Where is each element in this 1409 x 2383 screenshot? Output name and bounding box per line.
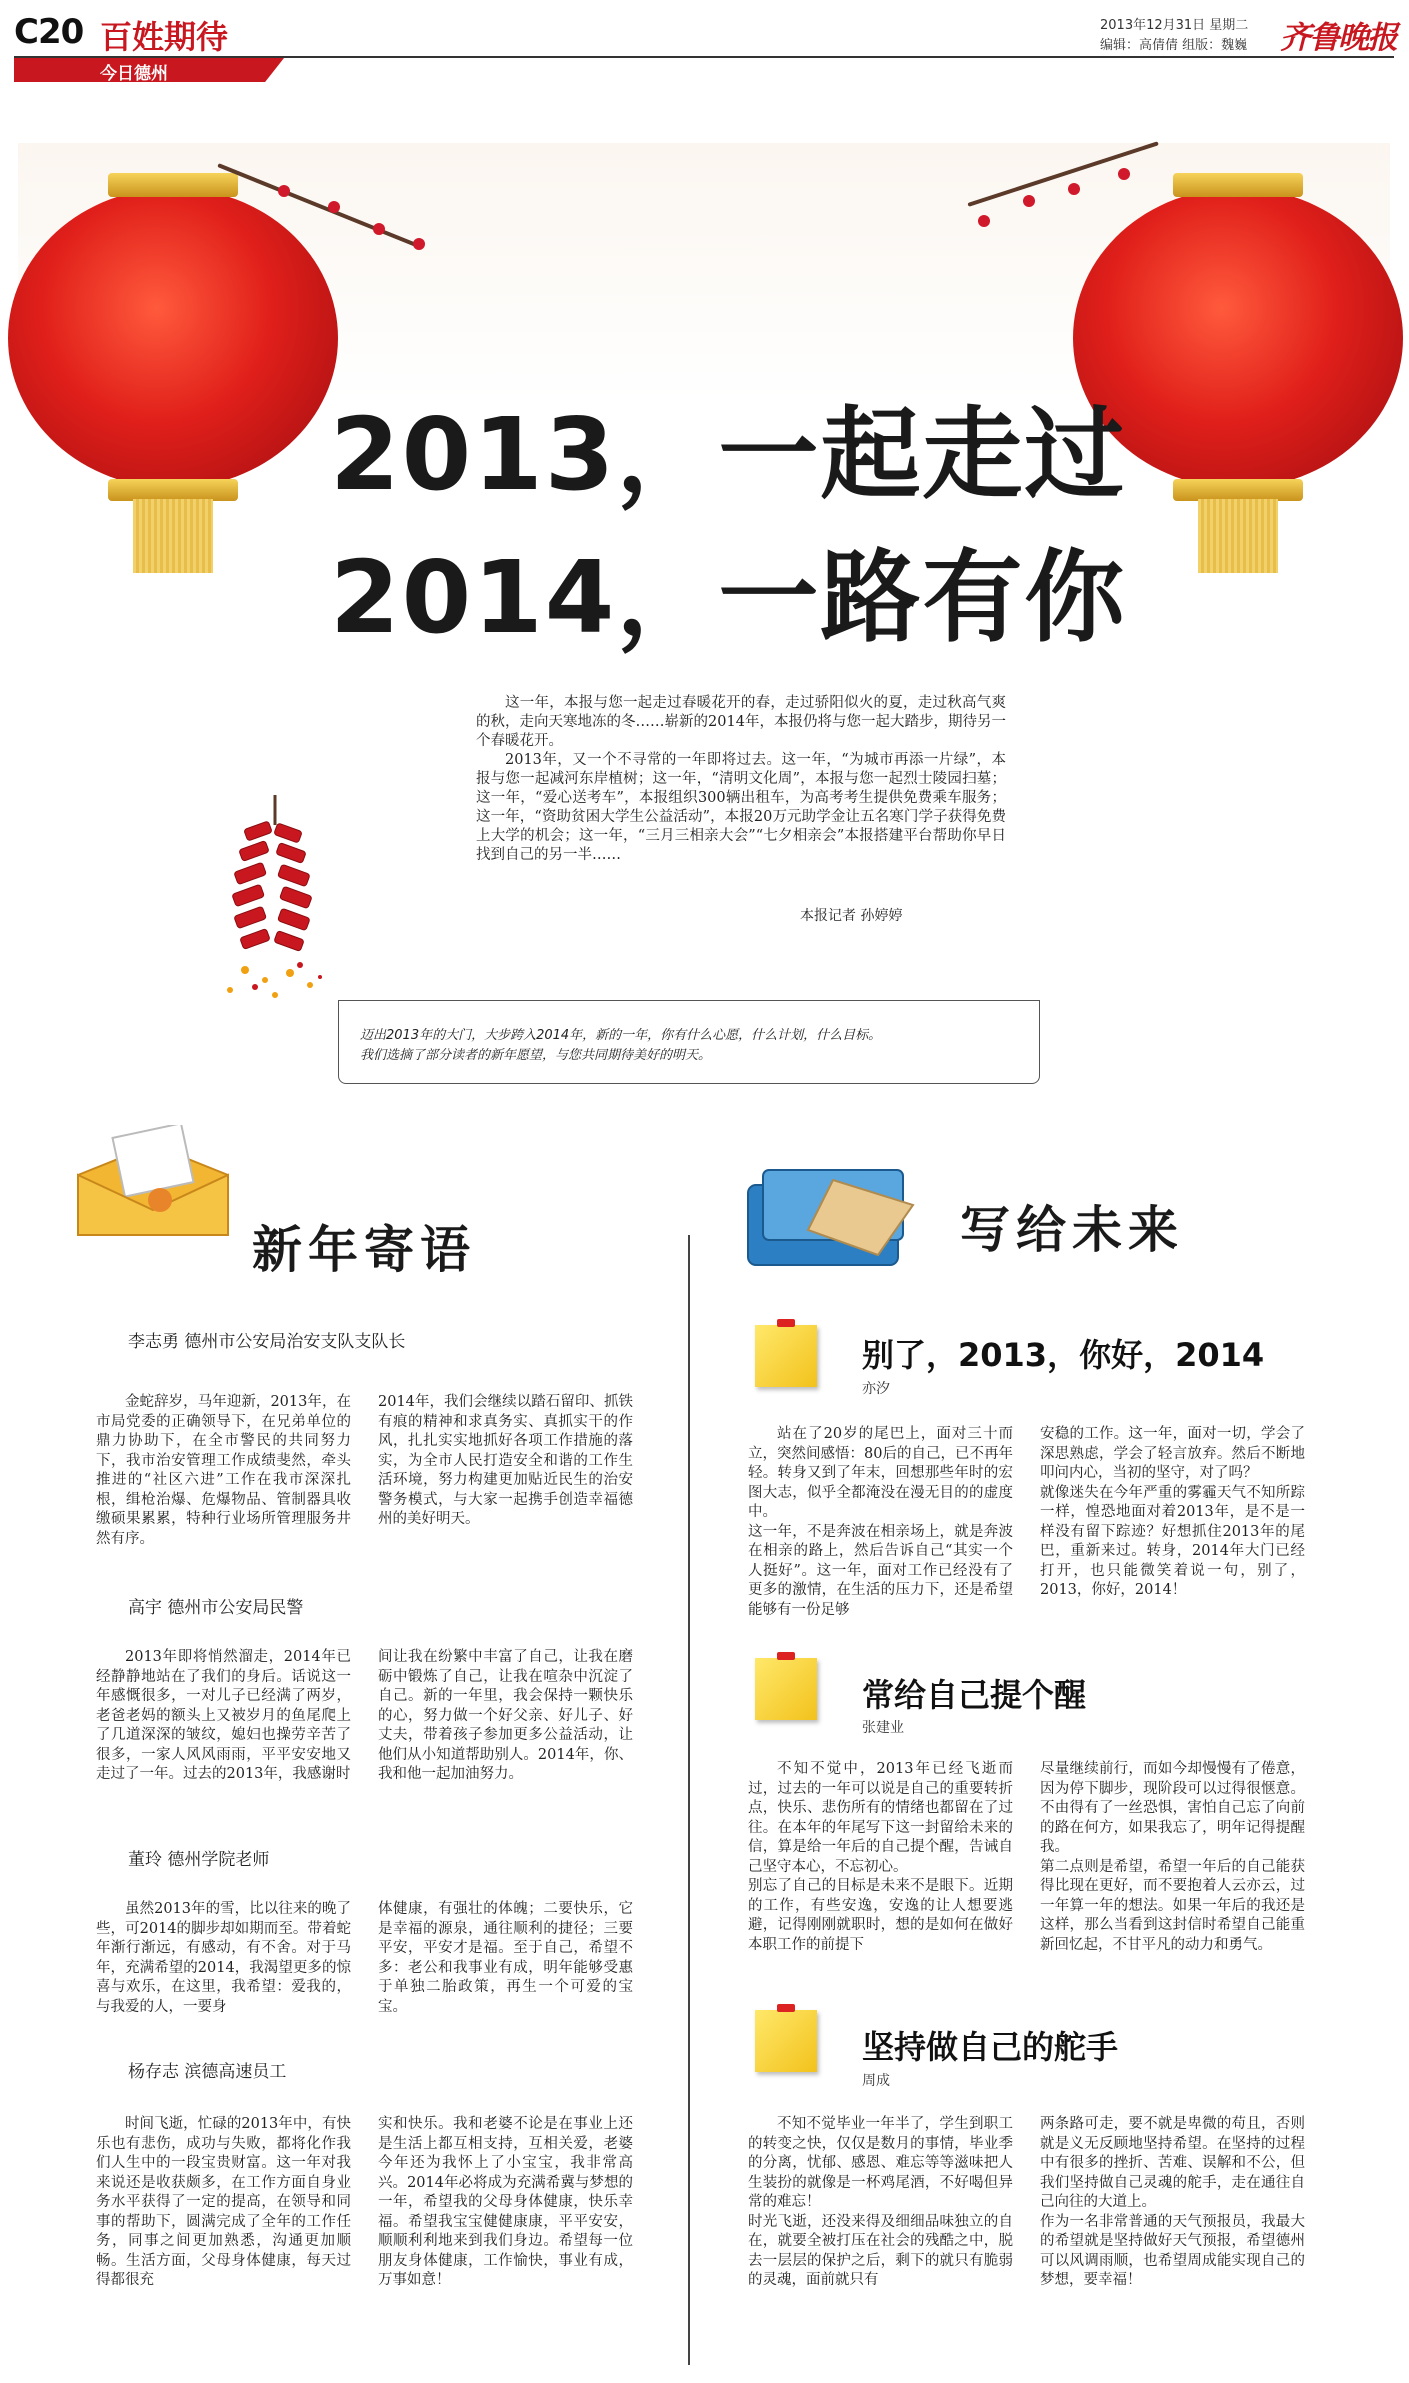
entry-paragraph: 2013年即将悄然溜走，2014年已经静静地站在了我们的身后。话说这一年感慨很多，一对儿子已经满了两岁，老爸老妈的额头上又被岁月的鱼尾爬上了几道深深的皱纹，媳妇也操劳辛苦了很多，一家人风风雨雨，平平安安地又走过了一年。过去的2013年，我感谢时 bbox=[96, 1649, 351, 1782]
sub-section-label: 今日德州 bbox=[100, 64, 168, 84]
sticky-note-icon bbox=[755, 1325, 817, 1387]
article-paragraph: 不知不觉毕业一年半了，学生到职工的转变之快，仅仅是数月的事情，毕业季的分离，忧郁、感恩、难忘等等滋味把人生装扮的就像是一杯鸡尾酒，不好喝但异常的难忘！ 时光飞逝，还没来得及细细品味独立的自在，就要全被打压在社会的残酷之中，脱去一层层的保护之后，剩下的就只有脆弱的灵魂，面前就只有 bbox=[748, 2116, 1013, 2288]
article-title: 坚持做自己的舵手 bbox=[862, 2028, 1119, 2066]
entry-paragraph: 实和快乐。我和老婆不论是在事业上还是生活上都互相支持，互相关爱，老婆今年还为我怀上了小宝宝，我非常高兴。2014年必将成为充满希冀与梦想的一年，希望我的父母身体健康，快乐幸福。希望我宝宝健健康康，平平安安，顺顺利利地来到我们身边。希望每一位朋友身体健康，工作愉快，事业有成，万事如意！ bbox=[378, 2116, 633, 2288]
plum-blossom-icon bbox=[1023, 195, 1035, 207]
headline-line-1: 2013，一起走过 bbox=[330, 396, 1127, 513]
left-lantern-cap bbox=[108, 173, 238, 197]
writer-name: 董玲 德州学院老师 bbox=[128, 1850, 270, 1870]
article-paragraph: 站在了20岁的尾巴上，面对三十而立，突然间感悟：80后的自己，已不再年轻。转身又到了年末，回想那些年时的宏图大志，似乎全都淹没在漫无目的的虚度中。 这一年，不是奔波在相亲场上，就是奔波在相亲的路上，然后告诉自己“其实一个人挺好”。这一年，面对工作已经没有了更多的激情，在生活的压力下，还是希望能够有一份足够 bbox=[748, 1426, 1013, 1618]
left-lantern-icon bbox=[8, 188, 338, 488]
intro-text bbox=[476, 694, 1006, 865]
entry-text-column bbox=[96, 1900, 351, 2017]
issue-date: 2013年12月31日 星期二 bbox=[1100, 18, 1249, 33]
masthead-logo: 齐鲁晚报 bbox=[1280, 20, 1396, 56]
pin-icon bbox=[777, 1319, 795, 1327]
intro-paragraph: 2013年，又一个不寻常的一年即将过去。这一年，“为城市再添一片绿”，本报与您一起减河东岸植树；这一年，“清明文化周”，本报与您一起烈士陵园扫墓；这一年，“爱心送考车”，本报组织300辆出租车，为高考考生提供免费乘车服务；这一年，“资助贫困大学生公益活动”，本报20万元助学金让五名寒门学子获得免费上大学的机会；这一年，“三月三相亲大会”“七夕相亲会”本报搭建平台帮助你早日找到自己的另一半…… bbox=[476, 752, 1006, 863]
sticky-note-icon bbox=[755, 1658, 817, 1720]
entry-text-column bbox=[96, 1393, 351, 1549]
plum-blossom-icon bbox=[373, 223, 385, 235]
article-title: 常给自己提个醒 bbox=[862, 1676, 1087, 1714]
right-lantern-base bbox=[1173, 479, 1303, 501]
article-author: 张建业 bbox=[862, 1720, 904, 1736]
entry-paragraph: 时间飞逝，忙碌的2013年中，有快乐也有悲伤，成功与失败，都将化作我们人生中的一段宝贵财富。这一年对我来说还是收获颇多，在工作方面自身业务水平获得了一定的提高，在领导和同事的帮助下，圆满完成了全年的工作任务，同事之间更加熟悉，沟通更加顺畅。生活方面，父母身体健康，每天过得都很充 bbox=[96, 2116, 351, 2288]
entry-text-column bbox=[96, 1648, 351, 1785]
left-lantern-base bbox=[108, 479, 238, 501]
right-section-heading: 写给未来 bbox=[960, 1200, 1184, 1259]
right-lantern-tassel bbox=[1198, 499, 1278, 573]
callout-line: 我们选摘了部分读者的新年愿望，与您共同期待美好的明天。 bbox=[360, 1048, 712, 1063]
envelope-icon bbox=[68, 1125, 238, 1245]
article-text-column bbox=[748, 2115, 1013, 2291]
callout-text bbox=[360, 1026, 1030, 1066]
entry-paragraph: 金蛇辞岁，马年迎新，2013年，在市局党委的正确领导下，在兄弟单位的鼎力协助下，在全市警民的共同努力下，我市治安管理工作成绩斐然，牵头推进的“社区六进”工作在我市深深扎根，缉枪治爆、危爆物品、管制器具收缴硕果累累，特种行业场所管理服务井然有序。 bbox=[96, 1394, 351, 1547]
entry-text-column bbox=[378, 1648, 633, 1785]
article-author: 亦汐 bbox=[862, 1381, 890, 1397]
article-author: 周成 bbox=[862, 2073, 890, 2089]
writer-name: 李志勇 德州市公安局治安支队支队长 bbox=[128, 1332, 406, 1352]
column-divider bbox=[688, 1235, 690, 2365]
right-lantern-cap bbox=[1173, 173, 1303, 197]
article-paragraph: 安稳的工作。这一年，面对一切，学会了深思熟虑，学会了轻言放弃。然后不断地叩问内心，当初的坚守，对了吗？ 就像迷失在今年严重的雾霾天气不知所踪一样，惶恐地面对着2013年，是不是一样没有留下踪迹？好想抓住2013年的尾巴，重新来过。转身，2014年大门已经打开，也只能微笑着说一句，别了，2013，你好，2014！ bbox=[1040, 1426, 1305, 1598]
intro-byline: 本报记者 孙婷婷 bbox=[800, 908, 903, 924]
intro-paragraph: 这一年，本报与您一起走过春暖花开的春，走过骄阳似火的夏，走过秋高气爽的秋，走向天寒地冻的冬……崭新的2014年，本报仍将与您一起大踏步，期待另一个春暖花开。 bbox=[476, 695, 1006, 749]
entry-text-column bbox=[378, 2115, 633, 2291]
article-text-column bbox=[748, 1425, 1013, 1620]
plum-blossom-icon bbox=[413, 238, 425, 250]
article-title: 别了，2013，你好，2014 bbox=[862, 1336, 1265, 1374]
plum-blossom-icon bbox=[328, 201, 340, 213]
plum-blossom-icon bbox=[1068, 183, 1080, 195]
pin-icon bbox=[777, 2004, 795, 2012]
left-lantern-tassel bbox=[133, 499, 213, 573]
entry-paragraph: 间让我在纷繁中丰富了自己，让我在磨砺中锻炼了自己，让我在喧杂中沉淀了自己。新的一年里，我会保持一颗快乐的心，努力做一个好父亲、好儿子、好丈夫，带着孩子参加更多公益活动，让他们从小知道帮助别人。2014年，你、我和他一起加油努力。 bbox=[378, 1649, 633, 1782]
article-text-column bbox=[1040, 1760, 1305, 1955]
article-paragraph: 两条路可走，要不就是卑微的苟且，否则就是义无反顾地坚持希望。在坚持的过程中有很多的挫折、苦难、误解和不公，但我们坚持做自己灵魂的舵手，走在通往自己向往的大道上。 作为一名非常普通的天气预报员，我最大的希望就是坚持做好天气预报，希望德州可以风调雨顺，也希望周成能实现自己的梦想，要幸福！ bbox=[1040, 2116, 1305, 2288]
entry-text-column bbox=[378, 1900, 633, 2017]
left-section-heading: 新年寄语 bbox=[252, 1220, 476, 1279]
entry-paragraph: 2014年，我们会继续以踏石留印、抓铁有痕的精神和求真务实、真抓实干的作风，扎扎实实地抓好各项工作措施的落实，为全市人民打造安全和谐的工作生活环境，努力构建更加贴近民生的治安警务模式，与大家一起携手创造幸福德州的美好明天。 bbox=[378, 1394, 633, 1527]
article-text-column bbox=[1040, 2115, 1305, 2291]
article-text-column bbox=[1040, 1425, 1305, 1601]
plum-branch-right bbox=[967, 141, 1158, 207]
writer-name: 杨存志 滨德高速员工 bbox=[128, 2062, 287, 2082]
sticky-note-icon bbox=[755, 2010, 817, 2072]
header-rule bbox=[14, 56, 1394, 58]
article-text-column bbox=[748, 1760, 1013, 1955]
article-paragraph: 尽量继续前行，而如今却慢慢有了倦意，因为停下脚步，现阶段可以过得很惬意。不由得有了一丝恐惧，害怕自己忘了向前的路在何方，如果我忘了，明年记得提醒我。 第二点则是希望，希望一年后的自己能获得比现在更好，而不要抱着人云亦云，过一年算一年的想法。如果一年后的我还是这样，那么当看到这封信时希望自己能重新回忆起，不甘平凡的动力和勇气。 bbox=[1040, 1761, 1305, 1953]
firecracker-icon bbox=[215, 795, 345, 1005]
writer-name: 高宇 德州市公安局民警 bbox=[128, 1598, 304, 1618]
entry-text-column bbox=[378, 1393, 633, 1530]
article-paragraph: 不知不觉中，2013年已经飞逝而过，过去的一年可以说是自己的重要转折点，快乐、悲伤所有的情绪也都留在了过往。在本年的年尾写下这一封留给未来的信，算是给一年后的自己提个醒，告诫自己坚守本心，不忘初心。 别忘了自己的目标是未来不是眼下。近期的工作，有些安逸，安逸的让人想要逃避，记得刚刚就职时，想的是如何在做好本职工作的前提下 bbox=[748, 1761, 1013, 1953]
notebook-icon bbox=[738, 1160, 918, 1275]
plum-blossom-icon bbox=[1118, 168, 1130, 180]
section-title: 百姓期待 bbox=[100, 18, 229, 56]
editors-credit: 编辑：高倩倩 组版：魏巍 bbox=[1100, 38, 1248, 53]
page-number: C20 bbox=[14, 12, 84, 52]
entry-paragraph: 虽然2013年的雪，比以往来的晚了些，可2014的脚步却如期而至。带着蛇年渐行渐远，有感动，有不舍。对于马年，充满希望的2014，我渴望更多的惊喜与欢乐，在这里，我希望：爱我的，与我爱的人，一要身 bbox=[96, 1901, 351, 2015]
callout-line: 迈出2013年的大门，大步跨入2014年，新的一年，你有什么心愿，什么计划，什么目标。 bbox=[360, 1028, 882, 1043]
entry-text-column bbox=[96, 2115, 351, 2291]
plum-blossom-icon bbox=[978, 215, 990, 227]
pin-icon bbox=[777, 1652, 795, 1660]
plum-blossom-icon bbox=[278, 185, 290, 197]
headline-line-2: 2014，一路有你 bbox=[330, 539, 1127, 656]
entry-paragraph: 体健康，有强壮的体魄；二要快乐，它是幸福的源泉，通往顺利的捷径；三要平安，平安才是福。至于自己，希望不多：老公和我事业有成，明年能够受惠于单独二胎政策，再生一个可爱的宝宝。 bbox=[378, 1901, 633, 2015]
